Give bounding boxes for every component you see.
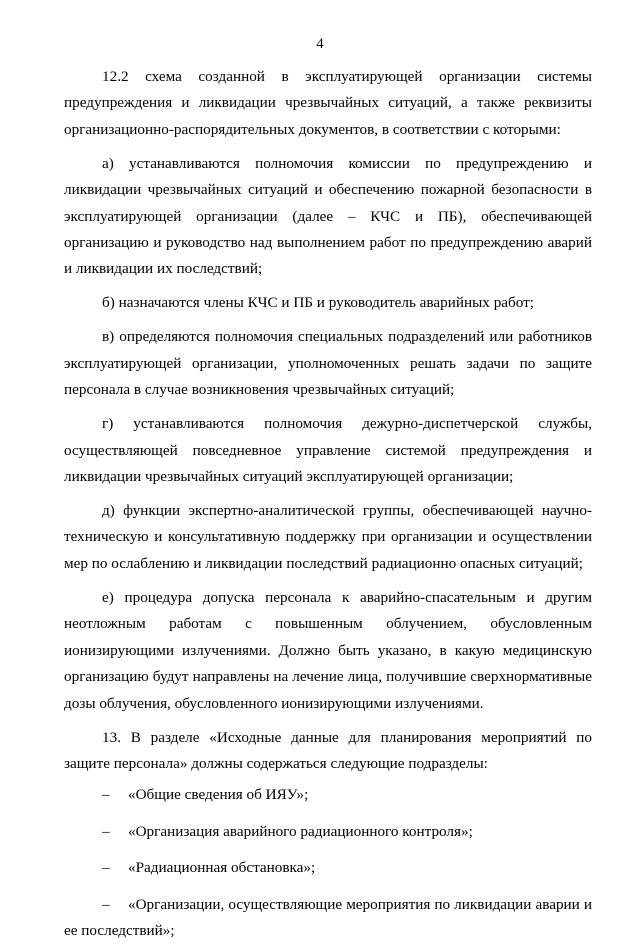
- list-dash: –: [102, 859, 110, 877]
- list-item: [64, 892, 592, 944]
- list-item: [64, 819, 592, 845]
- list-item: [64, 782, 592, 808]
- list-dash: –: [102, 895, 110, 913]
- paragraph-13: 13. В разделе «Исходные данные для планирования мероприятий по защите персонала» должны содержаться следующие подразделы:: [64, 728, 592, 772]
- paragraph-item-a: а) устанавливаются полномочия комиссии по предупреждению и ликвидации чрезвычайных ситуаций и обеспечению пожарной безопасности в эксплуатирующей организации (далее – КЧС и ПБ), обеспечивающей организацию и руководство над выполнением работ по предупреждению аварий и ликвидации их последствий;: [64, 154, 592, 278]
- paragraph-12-2: 12.2 схема созданной в эксплуатирующей организации системы предупреждения и ликвидации чрезвычайных ситуаций, а также реквизиты организационно-распорядительных документов, в соответствии с которыми:: [64, 68, 592, 138]
- list-item-text: «Организация аварийного радиационного контроля»;: [128, 822, 473, 840]
- paragraph-item-v: в) определяются полномочия специальных подразделений или работников эксплуатирующей организации, уполномоченных решать задачи по защите персонала в случае возникновения чрезвычайных ситуаций;: [64, 328, 592, 399]
- page-number: 4: [316, 36, 324, 52]
- paragraph-item-d: д) функции экспертно-аналитической группы, обеспечивающей научно-техническую и консультативную поддержку при организации и осуществлении мер по ослаблению и ликвидации последствий радиационно опасных ситуаций;: [64, 502, 592, 572]
- list-item-text: «Радиационная обстановка»;: [128, 859, 316, 877]
- paragraph-item-g: г) устанавливаются полномочия дежурно-диспетчерской службы, осуществляющей повседневное управление системой предупреждения и ликвидации чрезвычайных ситуаций эксплуатирующей организации;: [64, 415, 592, 486]
- list-item-text: «Организации, осуществляющие мероприятия по ликвидации аварии и ее последствий»;: [64, 895, 592, 939]
- list-dash: –: [102, 786, 110, 804]
- document-body: [64, 64, 592, 944]
- list-item: [64, 855, 592, 881]
- list-item-text: «Общие сведения об ИЯУ»;: [128, 786, 309, 804]
- paragraph-item-b: б) назначаются члены КЧС и ПБ и руководитель аварийных работ;: [102, 294, 535, 312]
- list-dash: –: [102, 822, 110, 840]
- paragraph-item-e: е) процедура допуска персонала к аварийно-спасательным и другим неотложным работам с повышенным облучением, обусловленным ионизирующими излучениями. Должно быть указано, в какую медицинскую организацию будут направлены на лечение лица, получившие сверхнормативные дозы облучения, обусловленного ионизирующими излучениями.: [64, 588, 592, 712]
